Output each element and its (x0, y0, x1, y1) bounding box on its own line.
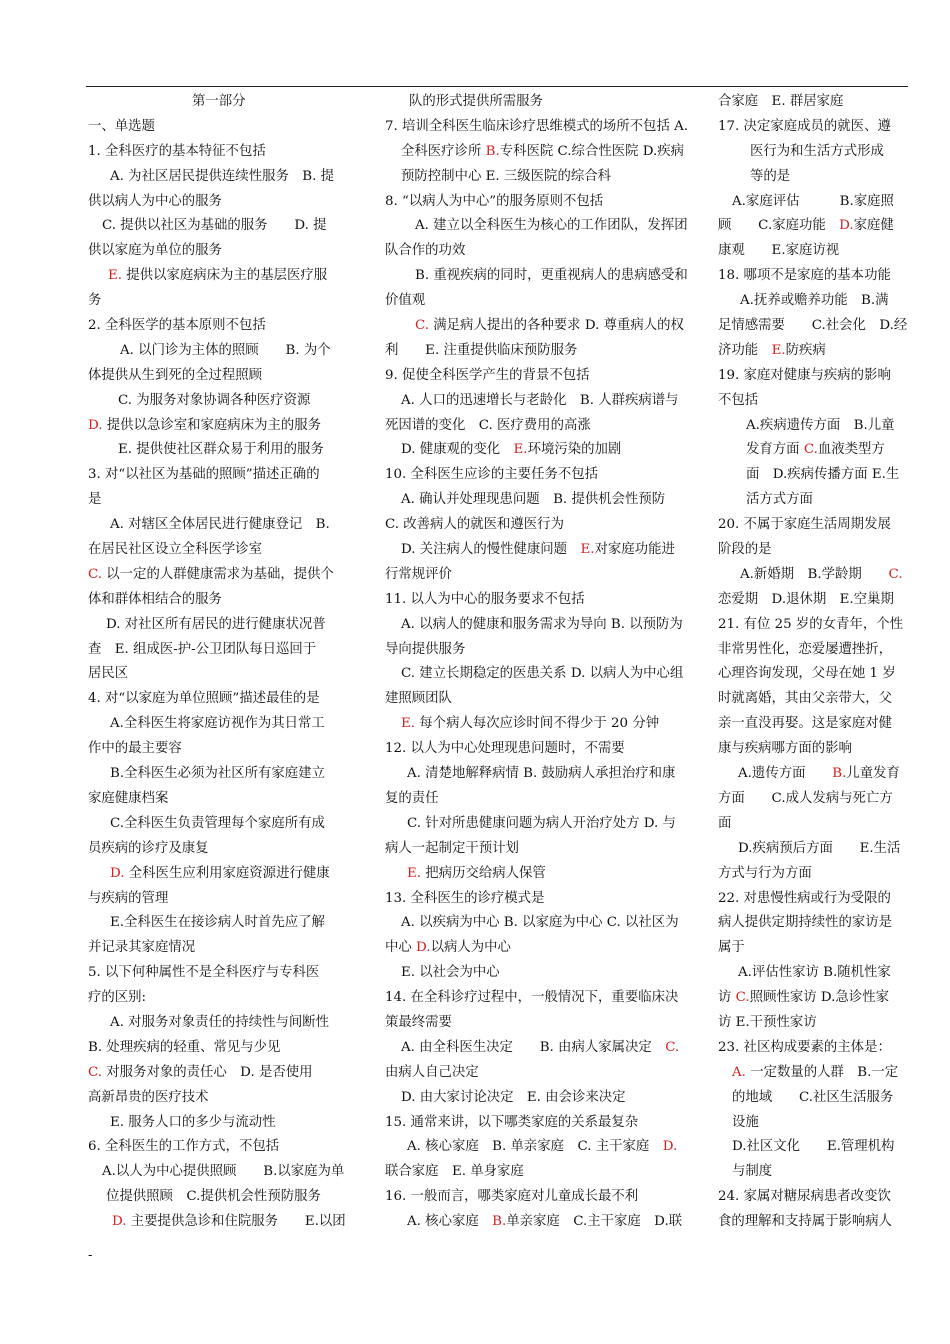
answer-marker: D. (416, 940, 431, 956)
text-line: 方面 C.成人发病与死亡方 (718, 790, 893, 806)
text-line: 家庭健康档案 (88, 790, 169, 806)
column-2 (385, 90, 707, 1235)
text-line: 中心 D.以病人为中心 (385, 940, 511, 956)
text-line: 方式与行为方面 (718, 865, 812, 881)
text-line: 顾 C.家庭功能 D.家庭健 (718, 218, 894, 234)
answer-marker: E. (108, 268, 127, 284)
text-line: 建照顾团队 (385, 691, 452, 707)
text-line: 17. 决定家庭成员的就医、遵 (718, 118, 891, 134)
text-line: 价值观 (385, 293, 426, 309)
answer-marker: E. (580, 542, 595, 558)
text-line: 15. 通常来讲，以下哪类家庭的关系最复杂 (385, 1114, 639, 1130)
text-line: A. 确认并处理现患问题 B. 提供机会性预防 (401, 492, 666, 508)
text-line: 访 C.照顾性家访 D.急诊性家 (718, 990, 889, 1006)
text-line: 足情感需要 C.社会化 D.经 (718, 318, 908, 334)
text-line: 24. 家属对糖尿病患者改变饮 (718, 1189, 891, 1205)
text-line: D. 由大家讨论决定 E. 由会诊来决定 (401, 1089, 626, 1105)
text-line: B. 重视疾病的同时，更重视病人的患病感受和 (415, 268, 688, 284)
text-line: 22. 对患慢性病或行为受限的 (718, 890, 891, 906)
answer-marker: D. (88, 417, 107, 433)
text-line: 行常规评价 (385, 566, 452, 582)
text-line: A.抚养或赡养功能 B.满 (740, 293, 889, 309)
text-line: A. 对服务对象责任的持续性与间断性 (110, 1014, 330, 1030)
text-line: A. 一定数量的人群 B.一定 (732, 1064, 899, 1080)
text-line: 导向提供服务 (385, 641, 466, 657)
text-line: 供以家庭为单位的服务 (88, 243, 222, 259)
text-line: 12. 以人为中心处理现患问题时，不需要 (385, 741, 625, 757)
text-line: 亲一直没再娶。这是家庭对健 (718, 716, 893, 732)
text-line: D. 对社区所有居民的进行健康状况普 (106, 616, 326, 632)
text-line: 第一部分 (192, 94, 246, 109)
text-line: 7. 培训全科医生临床诊疗思维模式的场所不包括 A. (385, 118, 689, 134)
text-line: 体和群体相结合的服务 (88, 591, 222, 607)
text-line: 6. 全科医生的工作方式，不包括 (88, 1139, 280, 1155)
text-line: 11. 以人为中心的服务要求不包括 (385, 591, 585, 607)
answer-marker: B. (832, 766, 847, 782)
text-line: 等的是 (750, 168, 791, 184)
text-line: 作中的最主要容 (88, 741, 182, 757)
text-line: A.疾病遗传方面 B.儿童 (746, 417, 895, 433)
text-line: 与疾病的管理 (88, 890, 169, 906)
text-line: 队的形式提供所需服务 (409, 94, 543, 109)
text-line: C. 改善病人的就医和遵医行为 (385, 517, 564, 533)
text-line: 8. “以病人为中心”的服务原则不包括 (385, 193, 604, 209)
answer-marker: C. (888, 566, 903, 582)
text-line: A.评估性家访 B.随机性家 (738, 965, 891, 981)
text-line: 13. 全科医生的诊疗模式是 (385, 890, 545, 906)
answer-marker: D. (662, 1139, 678, 1155)
text-line: 并记录其家庭情况 (88, 940, 196, 956)
text-line: 阶段的是 (718, 542, 772, 558)
text-line: A.遗传方面 B.儿童发育 (738, 766, 900, 782)
text-line: C. 为服务对象协调各种医疗资源 (118, 392, 311, 408)
text-line: 设施 (732, 1114, 759, 1130)
text-line: D. 提供以急诊室和家庭病床为主的服务 (88, 417, 322, 433)
text-line: 恋爱期 D.退休期 E.空巢期 (718, 591, 894, 607)
text-line: 是 (88, 492, 102, 508)
text-line: A.以人为中心提供照顾 B.以家庭为单 (102, 1164, 345, 1180)
text-line: 高新昂贵的医疗技术 (88, 1089, 209, 1105)
column-1 (88, 90, 352, 1235)
text-line: A. 以门诊为主体的照顾 B. 为个 (120, 342, 331, 358)
text-line: C. 提供以社区为基础的服务 D. 提 (102, 218, 327, 234)
text-line: D. 关注病人的慢性健康问题 E.对家庭功能进 (401, 542, 675, 558)
text-line: A. 以病人的健康和服务需求为导向 B. 以预防为 (401, 616, 683, 632)
text-line: 21. 有位 25 岁的女青年，个性 (718, 616, 904, 632)
text-line: A. 对辖区全体居民进行健康登记 B. (110, 517, 330, 533)
text-line: 心理咨询发现，父母在她 1 岁 (718, 666, 896, 682)
answer-marker: C. (415, 318, 434, 334)
text-line: A.新婚期 B.学龄期 C. (740, 566, 903, 582)
text-line: 员疾病的诊疗及康复 (88, 840, 209, 856)
text-line: A.家庭评估 B.家庭照 (732, 193, 894, 209)
text-line: 23. 社区构成要素的主体是： (718, 1039, 891, 1055)
header-rule (86, 86, 908, 87)
text-line: 访 E.干预性家访 (718, 1014, 817, 1030)
text-line: A. 以疾病为中心 B. 以家庭为中心 C. 以社区为 (401, 915, 679, 931)
text-line: 的地域 C.社区生活服务 (732, 1089, 894, 1105)
text-line: 联合家庭 E. 单身家庭 (385, 1164, 524, 1180)
text-line: C. 满足病人提出的各种要求 D. 尊重病人的权 (415, 318, 684, 334)
text-line: C. 对服务对象的责任心 D. 是否使用 (88, 1064, 313, 1080)
text-line: 活方式方面 (746, 492, 813, 508)
text-line: 14. 在全科诊疗过程中，一般情况下，重要临床决 (385, 990, 679, 1006)
text-line: A. 核心家庭 B. 单亲家庭 C. 主干家庭 D. (407, 1139, 678, 1155)
text-line: 合家庭 E. 群居家庭 (718, 94, 844, 109)
text-line: 医行为和生活方式形成 (750, 143, 884, 159)
text-line: E. 提供使社区群众易于利用的服务 (118, 442, 324, 458)
text-line: 利 E. 注重提供临床预防服务 (385, 342, 578, 358)
text-line: B. 处理疾病的轻重、常见与少见 (88, 1039, 281, 1055)
text-line: 不包括 (718, 392, 759, 408)
text-line: A. 清楚地解释病情 B. 鼓励病人承担治疗和康 (407, 766, 676, 782)
text-line: 病人一起制定干预计划 (385, 840, 519, 856)
text-line: E. 提供以家庭病床为主的基层医疗服 (108, 268, 328, 284)
text-line: D. 全科医生应利用家庭资源进行健康 (110, 865, 330, 881)
text-line: 9. 促使全科医学产生的背景不包括 (385, 367, 590, 383)
text-line: E. 每个病人每次应诊时间不得少于 20 分钟 (401, 716, 660, 732)
text-line: 非常男性化，恋爱屡遭挫折， (718, 641, 893, 657)
text-line: 一、单选题 (88, 118, 155, 134)
text-line: 时就离婚，其由父亲带大，父 (718, 691, 893, 707)
text-line: 发育方面 C.血液类型方 (746, 442, 885, 458)
text-line: 病人提供定期持续性的家访是 (718, 915, 893, 931)
text-line: 济功能 E.防疾病 (718, 342, 826, 358)
answer-marker: B. (492, 1214, 507, 1230)
answer-marker: E. (513, 442, 528, 458)
answer-marker: E. (407, 865, 426, 881)
text-line: 16. 一般而言，哪类家庭对儿童成长最不利 (385, 1189, 639, 1205)
text-line: 5. 以下何种属性不是全科医疗与专科医 (88, 965, 320, 981)
text-line: E. 服务人口的多少与流动性 (110, 1114, 276, 1130)
text-line: 面 D.疾病传播方面 E.生 (746, 467, 900, 483)
answer-marker: C. (665, 1039, 680, 1055)
text-line: 在居民社区设立全科医学诊室 (88, 542, 263, 558)
text-line: 预防控制中心 E. 三级医院的综合科 (401, 168, 612, 184)
text-line: 查 E. 组成医-护-公卫团队每日巡回于 (88, 641, 317, 657)
answer-marker: A. (732, 1064, 751, 1080)
answer-marker: C. (735, 990, 750, 1006)
text-line: 20. 不属于家庭生活周期发展 (718, 517, 891, 533)
text-line: 死因谱的变化 C. 医疗费用的高涨 (385, 417, 591, 433)
text-line: 务 (88, 293, 102, 309)
text-line: D. 健康观的变化 E.环境污染的加剧 (401, 442, 622, 458)
text-line: A. 人口的迅速增长与老龄化 B. 人群疾病谱与 (401, 392, 679, 408)
answer-marker: E. (771, 342, 786, 358)
text-line: 与制度 (732, 1164, 773, 1180)
column-3 (718, 90, 910, 1235)
text-line: B.全科医生必须为社区所有家庭建立 (110, 766, 325, 782)
text-line: 全科医疗诊所 B.专科医院 C.综合性医院 D.疾病 (401, 143, 685, 159)
text-line: C. 建立长期稳定的医患关系 D. 以病人为中心组 (401, 666, 684, 682)
answer-marker: D. (112, 1214, 131, 1230)
text-line: D.疾病预后方面 E.生活 (738, 840, 901, 856)
text-line: 18. 哪项不是家庭的基本功能 (718, 268, 891, 284)
text-line: 1. 全科医疗的基本特征不包括 (88, 143, 266, 159)
text-line: 供以病人为中心的服务 (88, 193, 222, 209)
text-line: D. 主要提供急诊和住院服务 E.以团 (112, 1214, 346, 1230)
text-line: 19. 家庭对健康与疾病的影响 (718, 367, 891, 383)
answer-marker: C. (803, 442, 818, 458)
text-line: 居民区 (88, 666, 129, 682)
page-footer-mark: - (88, 1248, 93, 1263)
text-line: A. 由全科医生决定 B. 由病人家属决定 C. (401, 1039, 680, 1055)
text-line: 由病人自己决定 (385, 1064, 479, 1080)
text-line: E. 把病历交给病人保管 (407, 865, 546, 881)
text-line: 体提供从生到死的全过程照顾 (88, 367, 263, 383)
text-line: 疗的区别: (88, 990, 147, 1006)
answer-marker: D. (110, 865, 129, 881)
text-line: 2. 全科医学的基本原则不包括 (88, 318, 266, 334)
text-line: A. 为社区居民提供连续性服务 B. 提 (110, 168, 335, 184)
text-line: C. 针对所患健康问题为病人开治疗处方 D. 与 (407, 815, 676, 831)
answer-marker: E. (401, 716, 420, 732)
text-line: 复的责任 (385, 790, 439, 806)
text-line: 康与疾病哪方面的影响 (718, 741, 852, 757)
answer-marker: C. (88, 566, 107, 582)
text-line: A. 建立以全科医生为核心的工作团队，发挥团 (415, 218, 688, 234)
text-line: 4. 对“以家庭为单位照顾”描述最佳的是 (88, 691, 320, 707)
text-line: 队合作的功效 (385, 243, 466, 259)
text-line: 食的理解和支持属于影响病人 (718, 1214, 893, 1230)
answer-marker: C. (88, 1064, 107, 1080)
text-line: 位提供照顾 C.提供机会性预防服务 (106, 1189, 321, 1205)
text-line: A.全科医生将家庭访视作为其日常工 (110, 716, 325, 732)
text-line: E. 以社会为中心 (401, 965, 500, 981)
text-line: 康观 E.家庭访视 (718, 243, 840, 259)
text-line: E.全科医生在接诊病人时首先应了解 (110, 915, 325, 931)
text-line: 3. 对“以社区为基础的照顾”描述正确的 (88, 467, 320, 483)
text-line: 面 (718, 815, 732, 831)
answer-marker: D. (839, 218, 854, 234)
text-line: C. 以一定的人群健康需求为基础，提供个 (88, 566, 334, 582)
text-line: D.社区文化 E.管理机构 (732, 1139, 895, 1155)
text-line: A. 核心家庭 B.单亲家庭 C.主干家庭 D.联 (407, 1214, 683, 1230)
text-line: 10. 全科医生应诊的主要任务不包括 (385, 467, 599, 483)
answer-marker: B. (485, 143, 500, 159)
text-line: 策最终需要 (385, 1014, 452, 1030)
text-line: 属于 (718, 940, 745, 956)
text-line: C.全科医生负责管理每个家庭所有成 (110, 815, 325, 831)
